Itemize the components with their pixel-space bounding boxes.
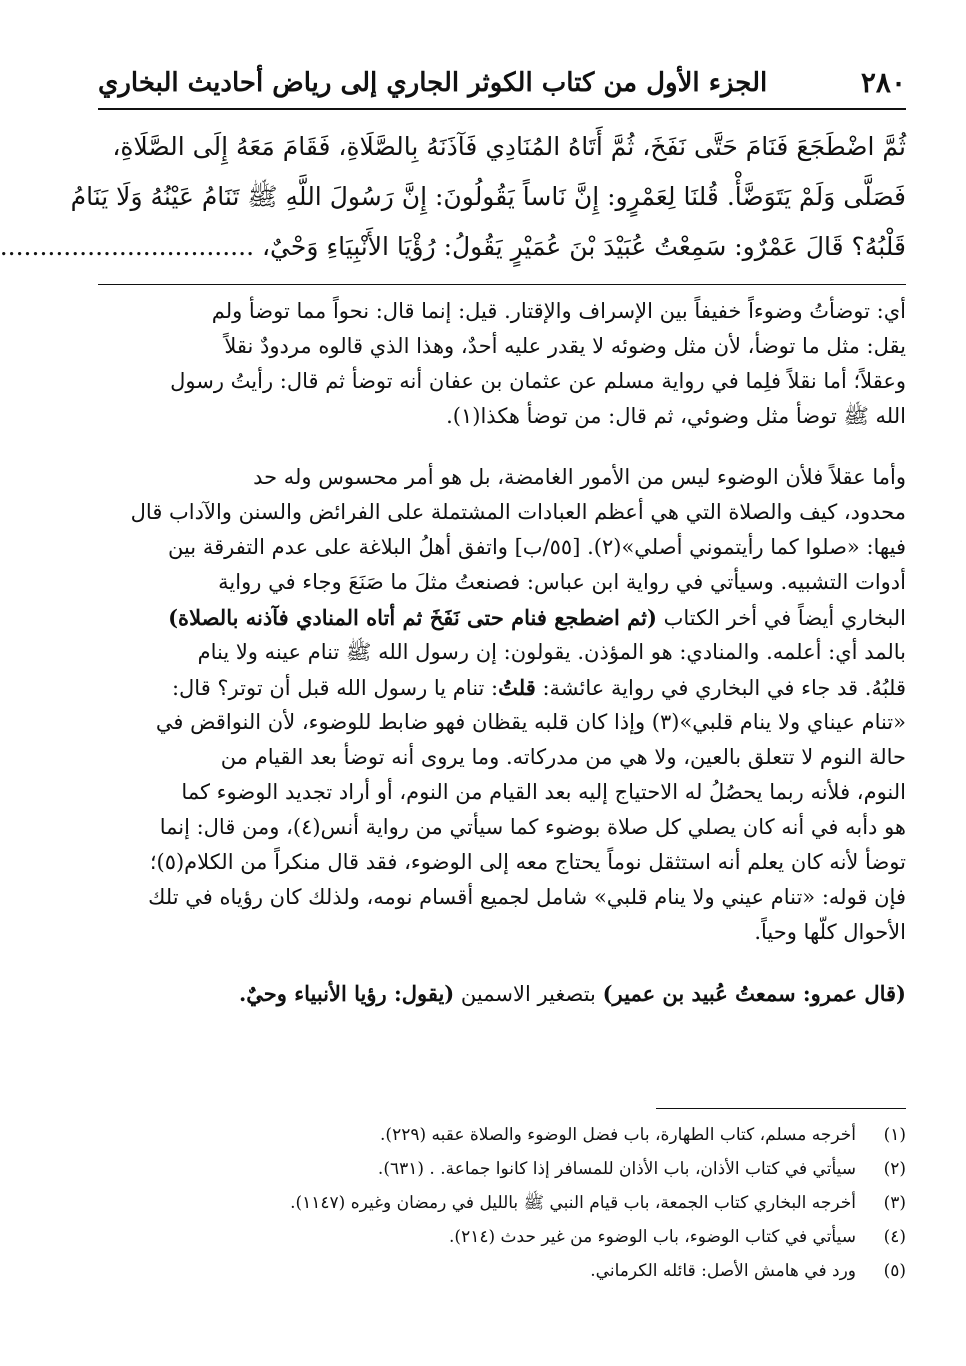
hadith-text — [0, 122, 906, 272]
commentary-line: يقل: مثل ما توضأ، لأن مثل وضوئه لا يقدر عليه أحدٌ، وهذا الذي قالوه مردودٌ نقلاً — [224, 334, 906, 358]
paragraph-gap — [98, 434, 906, 460]
quoted-matn: (يقول: رؤيا الأنبياء وحيٌ. — [238, 981, 455, 1006]
commentary-line: وعقلاً؛ أما نقلاً فلِما في رواية مسلم عن عثمان بن عفان أنه توضأ ثم قال: رأيتُ رسول — [170, 369, 906, 393]
commentary-line: الأحوال كلّها وحياً. — [754, 920, 906, 944]
commentary-line: حالة النوم لا تتعلق بالعين، ولا هي من مدركاته. وما يروى أنه توضأ بعد القيام من — [220, 745, 906, 769]
footnote — [98, 1186, 906, 1220]
footnote-number: (١) — [883, 1125, 906, 1145]
commentary-line: فيها: «صلوا كما رأيتموني أصلي»(٢). [٥٥/ب] واتفق أهلُ البلاغة على عدم التفرقة بين — [167, 535, 906, 559]
quoted-matn: (ثم اضطجع فنام حتى نَفَخَ ثم أتاه المنادي فآذنه بالصلاة) — [168, 605, 657, 630]
footnote-rule — [656, 1108, 906, 1109]
footnote-number: (٢) — [883, 1159, 906, 1179]
footnote-number: (٥) — [883, 1261, 906, 1281]
commentary-text: قلبُهُ. قد جاء في البخاري في رواية عائشة: — [535, 676, 906, 700]
footnote-number: (٣) — [883, 1193, 906, 1213]
footnote-number: (٤) — [883, 1227, 906, 1247]
hadith-line: فَصَلَّى وَلَمْ يَتَوَضَّأْ. قُلنَا لِعَمْرٍو: إِنَّ نَاساً يَقُولُونَ: إِنَّ رَسُولَ اللَّهِ ﷺ تَنَامُ عَيْنُهُ وَلَا يَنَامُ — [70, 182, 906, 211]
commentary-line: أي: توضأتُ وضوءاً خفيفاً بين الإسراف والإقتار. قيل: إنما قال: نحواً مما توضأ ولم — [211, 299, 906, 323]
footnote — [98, 1254, 906, 1288]
commentary-line: النوم، فلأنه ربما يحصُلُ له الاحتياج إليه بعد القيام من النوم، أو أراد تجديد الوضوء كما — [181, 780, 906, 804]
footnote — [98, 1152, 906, 1186]
section-rule — [98, 284, 906, 285]
commentary-line: أدوات التشبيه. وسيأتي في رواية ابن عباس: فصنعتُ مثلَ ما صَنَعَ وجاء في رواية — [218, 570, 906, 594]
commentary-line: بالمد أي: أعلمه. والمنادي: هو المؤذن. يقولون: إن رسول الله ﷺ تنام عينه ولا ينام — [197, 640, 906, 664]
footnote-text: ورد في هامش الأصل: قائله الكرماني. — [590, 1261, 856, 1281]
commentary-line: محدود، كيف والصلاة التي هي أعظم العبادات المشتملة على الفرائض والسنن والآداب قال — [130, 500, 906, 524]
commentary-line: الله ﷺ توضأ مثل وضوئي، ثم قال: من توضأ هكذا(١). — [446, 404, 906, 428]
hadith-line: ثُمَّ اضْطَجَعَ فَنَامَ حَتَّى نَفَخَ، ثُمَّ أَتَاهُ المُنَادِي فَآذَنَهُ بِالصَّلَاةِ، فَقَامَ مَعَهُ إِلَى الصَّلَاةِ، — [112, 132, 906, 161]
footnote-text: سيأتي في كتاب الوضوء، باب الوضوء من غير حدث (٢١٤). — [449, 1227, 856, 1247]
commentary-line: «تنام عيناي ولا ينام قلبي»(٣) وإذا كان قلبه يقظان فهو ضابط للوضوء، لأن النواقض في — [155, 710, 906, 734]
commentary-line: فإن قوله: «تنام عيني ولا ينام قلبي» شامل لجميع أقسام نومه، ولذلك كان رؤياه في تلك — [148, 885, 906, 909]
commentary-line — [98, 600, 906, 635]
hadith-line — [0, 222, 906, 272]
footnote-text: أخرجه مسلم، كتاب الطهارة، باب فضل الوضوء والصلاة عقبه (٢٢٩). — [380, 1125, 856, 1145]
footnote-text: أخرجه البخاري كتاب الجمعة، باب قيام النبي ﷺ بالليل في رمضان وغيره (١١٤٧). — [290, 1193, 856, 1213]
footnotes — [98, 1118, 906, 1288]
hadith-line-text: قَلْبُهُ؟ قَالَ عَمْرٌو: سَمِعْتُ عُبَيْدَ بْنَ عُمَيْرٍ يَقُولُ: رُؤْيَا الأَنْبِيَاءِ وَحْيٌ، — [261, 232, 906, 261]
commentary-line: وأما عقلاً فلأن الوضوء ليس من الأمور الغامضة، بل هو أمر محسوس وله حد — [253, 465, 906, 489]
commentary-line: توضأ لأنه كان يعلم أنه استثقل نوماً يحتاج معه إلى الوضوء، فقد قال منكراً من الكلام(٥)؛ — [149, 850, 906, 874]
commentary-line: هو دأبه في أنه كان يصلي كل صلاة بوضوء كما سيأتي من رواية أنس(٤)، ومن قال: إنما — [159, 815, 906, 839]
footnote — [98, 1220, 906, 1254]
running-title: الجزء الأول من كتاب الكوثر الجاري إلى رياض أحاديث البخاري — [98, 68, 768, 98]
footnote-text: سيأتي في كتاب الأذان، باب الأذان للمسافر إذا كانوا جماعة. . (٦٣١). — [377, 1159, 856, 1179]
page-number: ٢٨٠ — [860, 66, 906, 99]
ellipsis-dots: ................................ — [0, 232, 255, 261]
commentary-line — [98, 670, 906, 705]
commentary-text: : تنام يا رسول الله قبل أن توتر؟ قال: — [171, 676, 499, 700]
footnote — [98, 1118, 906, 1152]
paragraph-gap — [98, 950, 906, 976]
header-rule — [98, 108, 906, 110]
page-header — [98, 64, 906, 104]
quoted-matn: (قال عمرو: سمعتُ عُبيد بن عمير) — [602, 981, 906, 1006]
commentary-text: البخاري أيضاً في أخر الكتاب — [656, 606, 906, 630]
commentary — [98, 294, 906, 1011]
commentary-text: بتصغير الاسمين — [454, 982, 603, 1006]
commentary-line — [98, 976, 906, 1011]
quoted-word: قلتُ — [498, 675, 536, 700]
